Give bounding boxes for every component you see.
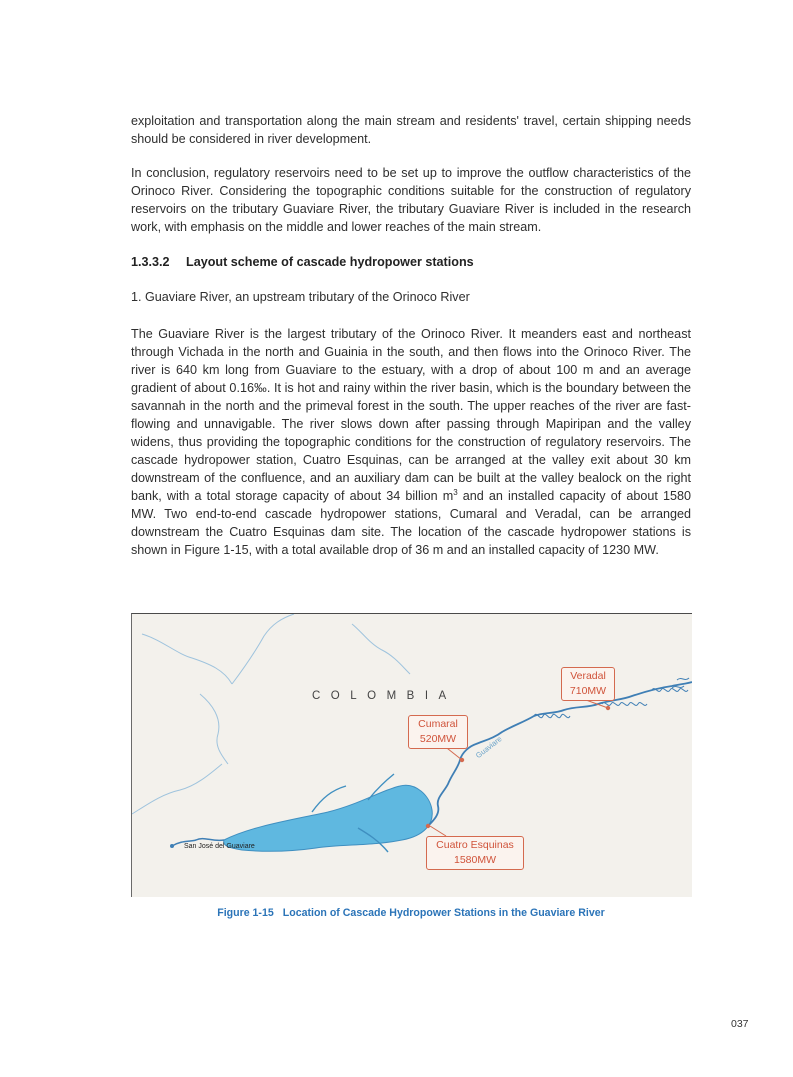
station-name: Cumaral [418, 718, 458, 730]
station-capacity: 1580MW [453, 854, 496, 866]
station-marker-cuatro [426, 824, 430, 828]
paragraph-conclusion: In conclusion, regulatory reservoirs need to be set up to improve the outflow characteristics of the Orinoco River. Considering the topographic conditions suitable for the construction of regulatory reservoirs on the tributary Guaviare River, the tributary Guaviare River is included in the research work, with emphasis on the middle and lower reaches of the main stream. [131, 166, 691, 234]
map-river-label: Guaviare [474, 734, 504, 761]
section-number: 1.3.3.2 [131, 255, 170, 269]
station-capacity: 710MW [569, 685, 607, 697]
paragraph-shipping: exploitation and transportation along the main stream and residents' travel, certain shipping needs should be considered in river development. [131, 114, 691, 146]
section-heading [131, 255, 474, 269]
station-name: Veradal [570, 670, 606, 682]
station-marker-veradal [606, 706, 610, 710]
river-map-figure [131, 613, 692, 897]
page-number: 037 [731, 1018, 749, 1030]
station-name: Cuatro Esquinas [436, 839, 514, 851]
callout-cuatro-esquinas [426, 836, 524, 870]
figure-caption-number: Figure 1-15 [217, 907, 274, 919]
river-map [132, 614, 692, 897]
station-marker-cumaral [460, 758, 464, 762]
paragraph-guaviare-text-2: and an installed capacity of about 1580 MW. Two end-to-end cascade hydropower stations, Cumaral and Veradal, can be arranged downstream the Cuatro Esquinas dam site. The location of the cascade hydropower stations is shown in Figure 1-15, with a total available drop of 36 m and an installed capacity of 1230 MW. [131, 489, 691, 557]
leader-line-cuatro [430, 826, 446, 836]
town-marker [170, 844, 174, 848]
callout-veradal [561, 667, 615, 701]
guaviare-river [428, 682, 692, 826]
paragraph-guaviare-text-1: The Guaviare River is the largest tributary of the Orinoco River. It meanders east and northeast through Vichada in the north and Guainia in the south, and then flows into the Orinoco River. The river is 640 km long from Guaviare to the estuary, with a drop of about 100 m and an average gradient of about 0.16‰. It is hot and rainy within the river basin, which is the boundary between the savannah in the north and the primeval forest in the south. The upper reaches of the river are fast-flowing and unnavigable. The river slows down after passing through Mapiripan and the valley widens, thus providing the topographic conditions for the construction of regulatory reservoirs. The cascade hydropower station, Cuatro Esquinas, can be arranged at the valley exit about 30 km downstream of the confluence, and an auxiliary dam can be built at the valley bealock on the right bank, with a total storage capacity of about 34 billion m [131, 327, 691, 503]
callout-cumaral [408, 715, 468, 749]
paragraph-guaviare [131, 325, 691, 559]
section-title: Layout scheme of cascade hydropower stations [186, 255, 474, 269]
figure-caption [131, 907, 691, 919]
tributary-stream [200, 694, 228, 764]
superscript-cubic: 3 [453, 488, 458, 497]
station-capacity: 520MW [419, 733, 457, 745]
map-town-label: San José del Guaviare [184, 843, 255, 850]
map-country-label: COLOMBIA [312, 690, 457, 702]
subheading-guaviare: 1. Guaviare River, an upstream tributary of the Orinoco River [131, 290, 470, 304]
tributary-stream [132, 764, 222, 814]
figure-caption-text: Location of Cascade Hydropower Stations in the Guaviare River [282, 907, 605, 919]
tributary-stream [352, 624, 410, 674]
tributary-stream [142, 634, 232, 684]
tributary-stream [232, 614, 294, 684]
